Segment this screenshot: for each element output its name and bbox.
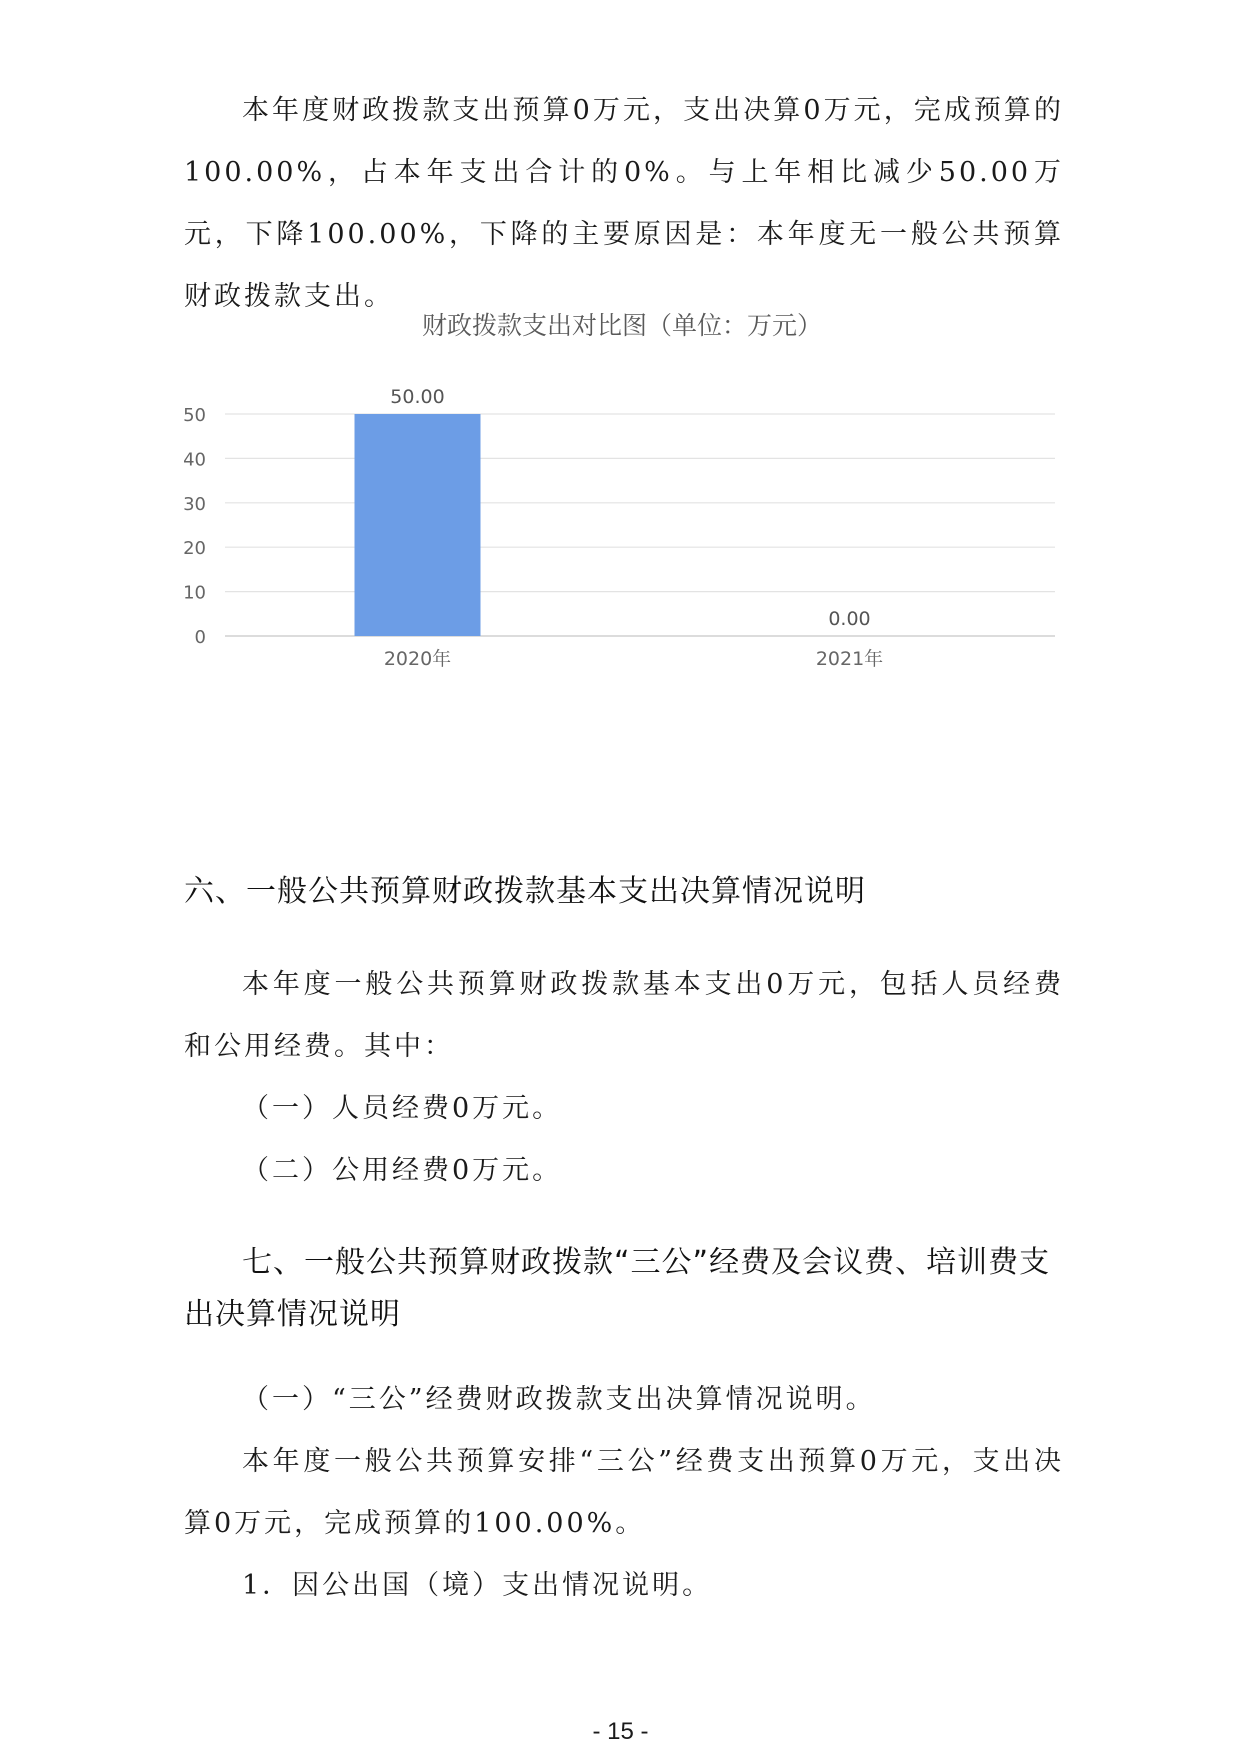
- data-label: 50.00: [390, 386, 445, 408]
- personnel-expense-item: （一）人员经费0万元。: [242, 1093, 563, 1124]
- y-tick-label: 40: [183, 449, 206, 471]
- y-tick-label: 30: [183, 493, 206, 515]
- three-public-subheading: （一）“三公”经费财政拨款支出决算情况说明。: [242, 1384, 876, 1415]
- section-6-heading: 六、一般公共预算财政拨款基本支出决算情况说明: [184, 874, 866, 909]
- x-tick-label: 2020年: [383, 648, 452, 670]
- page-number: - 15 -: [592, 1718, 649, 1745]
- fiscal-appropriation-bar-chart: [180, 311, 1060, 680]
- y-tick-label: 20: [183, 538, 206, 560]
- chart-gridlines: [225, 414, 1055, 636]
- y-tick-label: 50: [183, 405, 206, 426]
- data-label: 0.00: [828, 608, 871, 630]
- chart-x-axis-ticks: [384, 648, 883, 670]
- overseas-travel-item: 1．因公出国（境）支出情况说明。: [242, 1570, 713, 1601]
- public-expense-item: （二）公用经费0万元。: [242, 1155, 563, 1186]
- bar: [355, 414, 481, 636]
- chart-title: 财政拨款支出对比图（单位：万元）: [421, 311, 823, 340]
- y-tick-label: 0: [194, 627, 206, 648]
- chart-bars: [355, 414, 481, 636]
- chart-y-axis-ticks: [183, 405, 206, 648]
- basic-expenditure-paragraph: 本年度一般公共预算财政拨款基本支出0万元，包括人员经费和公用经费。其中：: [184, 969, 1064, 1062]
- y-tick-label: 10: [183, 582, 206, 604]
- budget-summary-paragraph: 本年度财政拨款支出预算0万元，支出决算0万元，完成预算的100.00%，占本年支出合计的0%。与上年相比减少50.00万元，下降100.00%，下降的主要原因是：本年度无一般公共预算财政拨款支出。: [184, 95, 1064, 312]
- x-tick-label: 2021年: [815, 648, 884, 670]
- section-7-heading: 七、一般公共预算财政拨款“三公”经费及会议费、培训费支出决算情况说明: [184, 1245, 1051, 1332]
- three-public-paragraph: 本年度一般公共预算安排“三公”经费支出预算0万元，支出决算0万元，完成预算的100.00%。: [184, 1446, 1064, 1539]
